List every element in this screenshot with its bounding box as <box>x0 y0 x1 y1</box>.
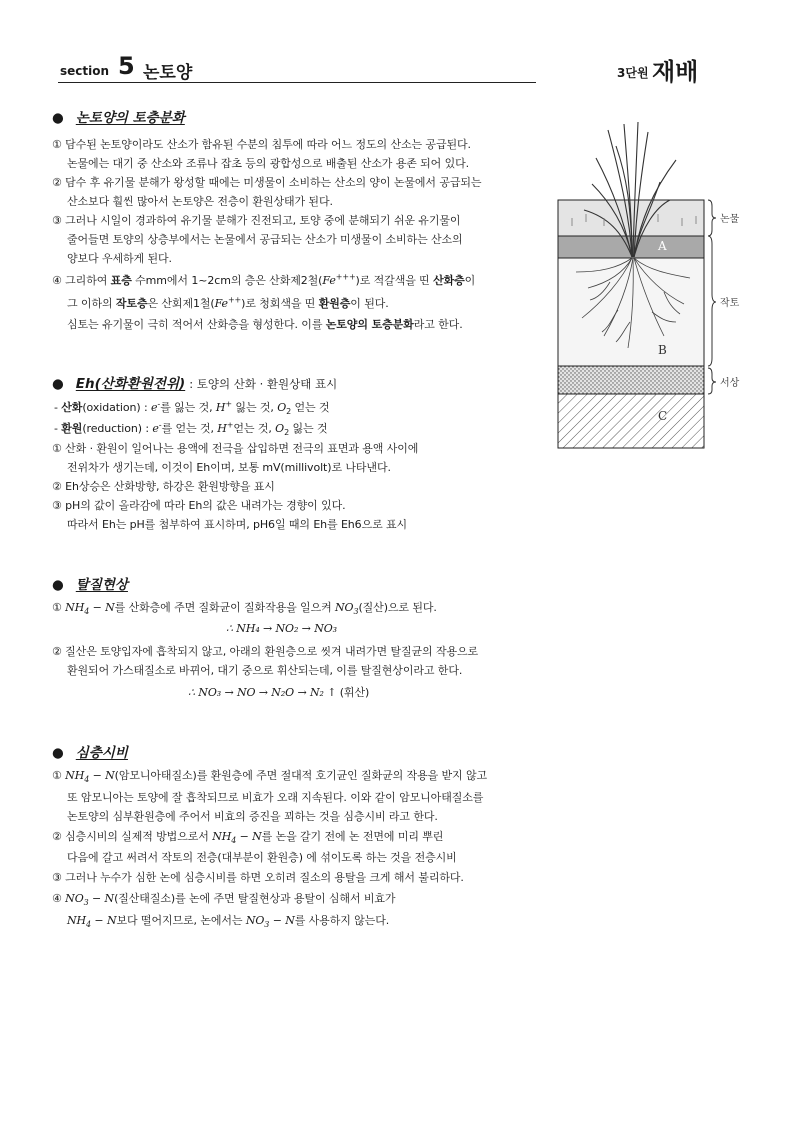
label-a: A <box>658 239 667 253</box>
text-line: 또 암모니아는 토양에 잘 흡착되므로 비효가 오래 지속된다. 이와 같이 암모니아태질소를 <box>67 791 484 804</box>
text-line: ③ pH의 값이 올라감에 따라 Eh의 값은 내려가는 경향이 있다. <box>52 499 346 512</box>
text-line: 줄어들면 토양의 상층부에서는 논물에서 공급되는 산소가 미생물이 소비하는 산소의 <box>67 233 463 246</box>
text-line: $NH_4 - N$보다 떨어지므로, 논에서는 $NO_3 - N$를 사용하지 않는다. <box>67 914 390 930</box>
section-heading-deep-fertilization: ● 심층시비 <box>52 745 128 761</box>
unit-label: 3단원 <box>617 66 649 80</box>
text-line: 논물에는 대기 중 산소와 조류나 잡초 등의 광합성으로 배출된 산소가 용존 되어 있다. <box>67 157 470 170</box>
text-line: ④ $NO_3 - N$(질산태질소)를 논에 주면 탈질현상과 용탈이 심해서 비효가 <box>52 892 396 908</box>
side-label-subsoil: 서상 <box>720 378 740 389</box>
text-line: ① 담수된 논토양이라도 산소가 함유된 수분의 침투에 따라 어느 정도의 산소는 공급된다. <box>52 138 471 151</box>
section-heading-eh: ● Eh(산화환원전위) : 토양의 산화 · 환원상태 표시 <box>52 376 338 392</box>
text-line: 양보다 우세하게 된다. <box>67 252 172 265</box>
side-label-water: 논물 <box>720 214 740 225</box>
unit-title: 재배 <box>652 58 699 86</box>
label-c: C <box>658 409 668 423</box>
text-line: 따라서 Eh는 pH를 첨부하여 표시하며, pH6일 때의 Eh를 Eh6으로 표시 <box>67 518 408 531</box>
header-rule <box>58 82 536 83</box>
section-word: section <box>60 64 110 78</box>
text-line: ① $NH_4 - N$를 산화층에 주면 질화균이 질화작용을 일으켜 $NO_3$(질산)으로 된다. <box>52 601 437 617</box>
text-line: ③ 그러나 시일이 경과하여 유기물 분해가 진전되고, 토양 중에 분해되기 쉬운 유기물이 <box>52 214 461 227</box>
definition-oxidation: - 산화(oxidation) : e-를 잃는 것, H+ 잃는 것, $O_2$ 얻는 것 <box>54 399 330 417</box>
definition-reduction: - 환원(reduction) : e-를 얻는 것, H+얻는 것, $O_2$ 잃는 것 <box>54 420 328 438</box>
text-line: ② Eh상승은 산화방향, 하강은 환원방향을 표시 <box>52 480 275 493</box>
text-line: ③ 그러나 누수가 심한 논에 심층시비를 하면 오히려 질소의 용탈을 크게 해서 불리하다. <box>52 871 464 884</box>
text-line: ④ 그리하여 표층 수mm에서 1~2cm의 층은 산화제2철(Fe+++)로 적갈색을 띤 산화층이 <box>52 272 476 287</box>
text-line: 그 이하의 작토층은 산회제1철(Fe++)로 청회색을 띤 환원층이 된다. <box>67 295 389 310</box>
section-heading-stratification: ● 논토양의 토층분화 <box>52 110 185 126</box>
text-line: ② 질산은 토양입자에 흡착되지 않고, 아래의 환원층으로 씻겨 내려가면 탈질균의 작용으로 <box>52 645 479 658</box>
layer-c <box>558 394 704 448</box>
page-title: 논토양 <box>143 63 193 83</box>
section-heading-denitrification: ● 탈질현상 <box>52 577 128 593</box>
section-number: 5 <box>118 52 135 80</box>
text-line: 전위차가 생기는데, 이것이 Eh이며, 보통 mV(millivolt)로 나타낸다. <box>67 461 391 474</box>
layer-b <box>558 258 704 366</box>
text-line: 논토양의 심부환원층에 주어서 비효의 증진을 꾀하는 것을 심층시비 라고 한다. <box>67 810 438 823</box>
equation-nitrification: ∴ NH₄ → NO₂ → NO₃ <box>226 622 337 635</box>
text-line: 산소보다 훨씬 많아서 논토양은 전층이 환원상태가 된다. <box>67 195 333 208</box>
text-line: ① 산화 · 환원이 일어나는 용액에 전극을 삽입하면 전극의 표면과 용액 사이에 <box>52 442 419 455</box>
side-braces <box>708 200 716 394</box>
text-line: ① $NH_4 - N$(암모니아태질소)를 환원층에 주면 절대적 호기균인 질화균의 작용을 받지 않고 <box>52 769 488 785</box>
soil-profile-figure <box>552 122 752 450</box>
side-label-topsoil: 작토 <box>720 298 740 309</box>
text-line: 환원되어 가스태질소로 바뀌어, 대기 중으로 휘산되는데, 이를 탈질현상이라고 한다. <box>67 664 463 677</box>
equation-denitrification: ∴ NO₃ → NO → N₂O → N₂ ↑ (휘산) <box>188 686 370 699</box>
text-line: 심토는 유기물이 극히 적어서 산화층을 형성한다. 이를 논토양의 토층분화라고 한다. <box>67 318 463 331</box>
text-line: ② 심층시비의 실제적 방법으로서 $NH_4 - N$를 논을 갈기 전에 논 전면에 미리 뿌린 <box>52 830 444 846</box>
label-b: B <box>658 343 667 357</box>
text-line: ② 담수 후 유기물 분해가 왕성할 때에는 미생물이 소비하는 산소의 양이 논물에서 공급되는 <box>52 176 482 189</box>
plow-pan-layer <box>558 366 704 394</box>
text-line: 다음에 갈고 써려서 작토의 전층(대부분이 환원층) 에 섞이도록 하는 것을 전층시비 <box>67 851 457 864</box>
